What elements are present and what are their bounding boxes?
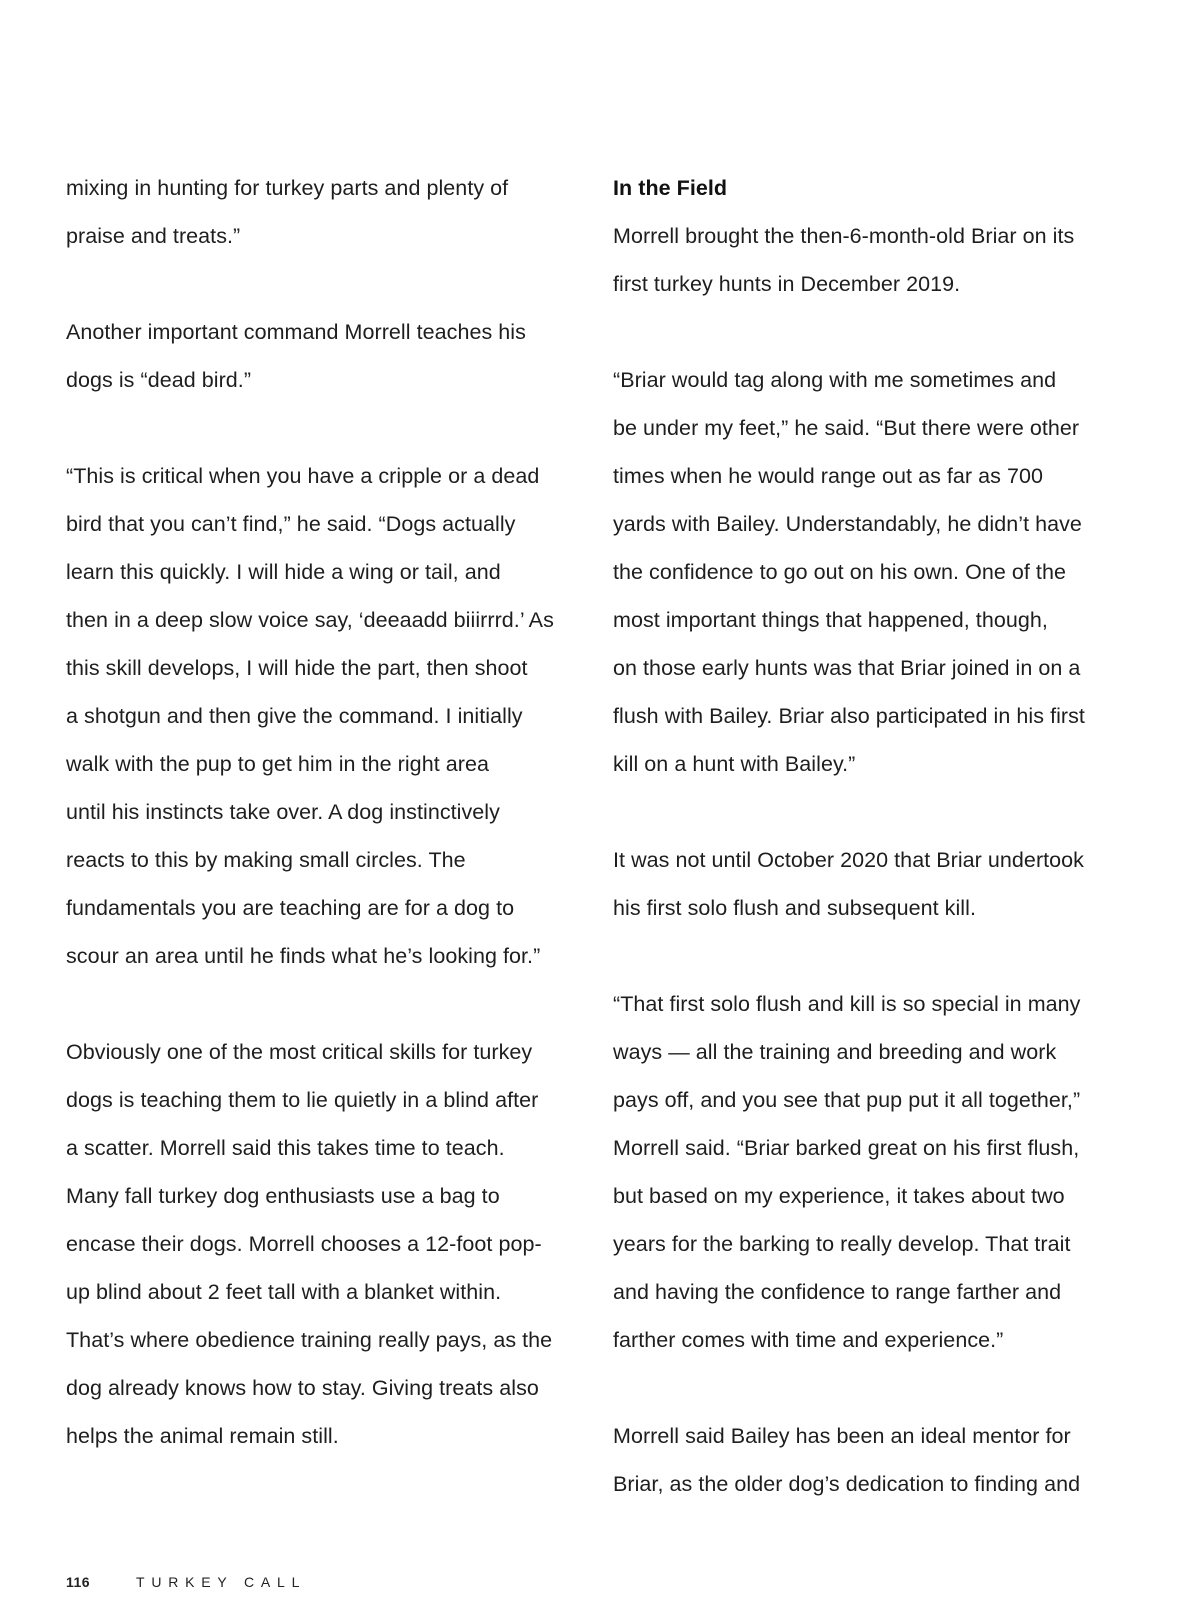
text-line: up blind about 2 feet tall with a blanket within. xyxy=(66,1280,502,1304)
left-text-column xyxy=(66,164,576,1460)
text-line: Morrell said. “Briar barked great on his first flush, xyxy=(613,1136,1080,1160)
text-line: kill on a hunt with Bailey.” xyxy=(613,752,856,776)
text-line: dogs is teaching them to lie quietly in a blind after xyxy=(66,1088,539,1112)
text-line: learn this quickly. I will hide a wing or tail, and xyxy=(66,560,501,584)
text-line: until his instincts take over. A dog instinctively xyxy=(66,800,500,824)
paragraph-break xyxy=(66,260,576,308)
text-line: encase their dogs. Morrell chooses a 12-foot pop- xyxy=(66,1232,542,1256)
text-line: walk with the pup to get him in the right area xyxy=(66,752,489,776)
text-line: his first solo flush and subsequent kill. xyxy=(613,896,976,920)
paragraph-break xyxy=(613,1364,1123,1412)
text-line: Many fall turkey dog enthusiasts use a bag to xyxy=(66,1184,500,1208)
page-number: 116 xyxy=(66,1574,91,1590)
text-line: then in a deep slow voice say, ‘deeaadd biiirrrd.’ As xyxy=(66,608,554,632)
text-line: a shotgun and then give the command. I initially xyxy=(66,704,523,728)
paragraph-break xyxy=(613,788,1123,836)
text-line: ways — all the training and breeding and work xyxy=(613,1040,1057,1064)
text-line: flush with Bailey. Briar also participated in his first xyxy=(613,704,1085,728)
text-line: reacts to this by making small circles. The xyxy=(66,848,466,872)
text-line: mixing in hunting for turkey parts and plenty of xyxy=(66,176,509,200)
text-line: Obviously one of the most critical skills for turkey xyxy=(66,1040,533,1064)
text-line: a scatter. Morrell said this takes time to teach. xyxy=(66,1136,505,1160)
text-line: on those early hunts was that Briar joined in on a xyxy=(613,656,1081,680)
text-line: and having the confidence to range farther and xyxy=(613,1280,1062,1304)
text-line: dog already knows how to stay. Giving treats also xyxy=(66,1376,539,1400)
paragraph-break xyxy=(613,308,1123,356)
text-line: farther comes with time and experience.” xyxy=(613,1328,1004,1352)
paragraph-break xyxy=(66,980,576,1028)
text-line: but based on my experience, it takes about two xyxy=(613,1184,1065,1208)
text-line: most important things that happened, though, xyxy=(613,608,1048,632)
text-line: praise and treats.” xyxy=(66,224,241,248)
text-line: Morrell said Bailey has been an ideal mentor for xyxy=(613,1424,1071,1448)
text-line: helps the animal remain still. xyxy=(66,1424,339,1448)
text-line: dogs is “dead bird.” xyxy=(66,368,252,392)
paragraph-break xyxy=(66,404,576,452)
text-line: “That first solo flush and kill is so special in many xyxy=(613,992,1081,1016)
text-line: yards with Bailey. Understandably, he didn’t have xyxy=(613,512,1082,536)
text-line: Another important command Morrell teaches his xyxy=(66,320,526,344)
text-line: That’s where obedience training really pays, as the xyxy=(66,1328,553,1352)
text-line: “This is critical when you have a cripple or a dead xyxy=(66,464,540,488)
text-line: scour an area until he finds what he’s looking for.” xyxy=(66,944,541,968)
text-line: pays off, and you see that pup put it all together,” xyxy=(613,1088,1081,1112)
text-line: the confidence to go out on his own. One of the xyxy=(613,560,1066,584)
text-line: times when he would range out as far as 700 xyxy=(613,464,1044,488)
page-footer xyxy=(66,1572,306,1592)
magazine-name: TURKEY CALL xyxy=(135,1574,307,1590)
text-line: fundamentals you are teaching are for a dog to xyxy=(66,896,515,920)
text-line: years for the barking to really develop. That trait xyxy=(613,1232,1071,1256)
text-line: Briar, as the older dog’s dedication to finding and xyxy=(613,1472,1081,1496)
text-line: first turkey hunts in December 2019. xyxy=(613,272,961,296)
right-text-column xyxy=(613,164,1123,1508)
text-line: be under my feet,” he said. “But there were other xyxy=(613,416,1080,440)
text-line: this skill develops, I will hide the part, then shoot xyxy=(66,656,528,680)
section-heading: In the Field xyxy=(613,176,728,200)
text-line: It was not until October 2020 that Briar undertook xyxy=(613,848,1084,872)
text-line: Morrell brought the then-6-month-old Briar on its xyxy=(613,224,1075,248)
text-line: “Briar would tag along with me sometimes and xyxy=(613,368,1057,392)
text-line: bird that you can’t find,” he said. “Dogs actually xyxy=(66,512,516,536)
paragraph-break xyxy=(613,932,1123,980)
